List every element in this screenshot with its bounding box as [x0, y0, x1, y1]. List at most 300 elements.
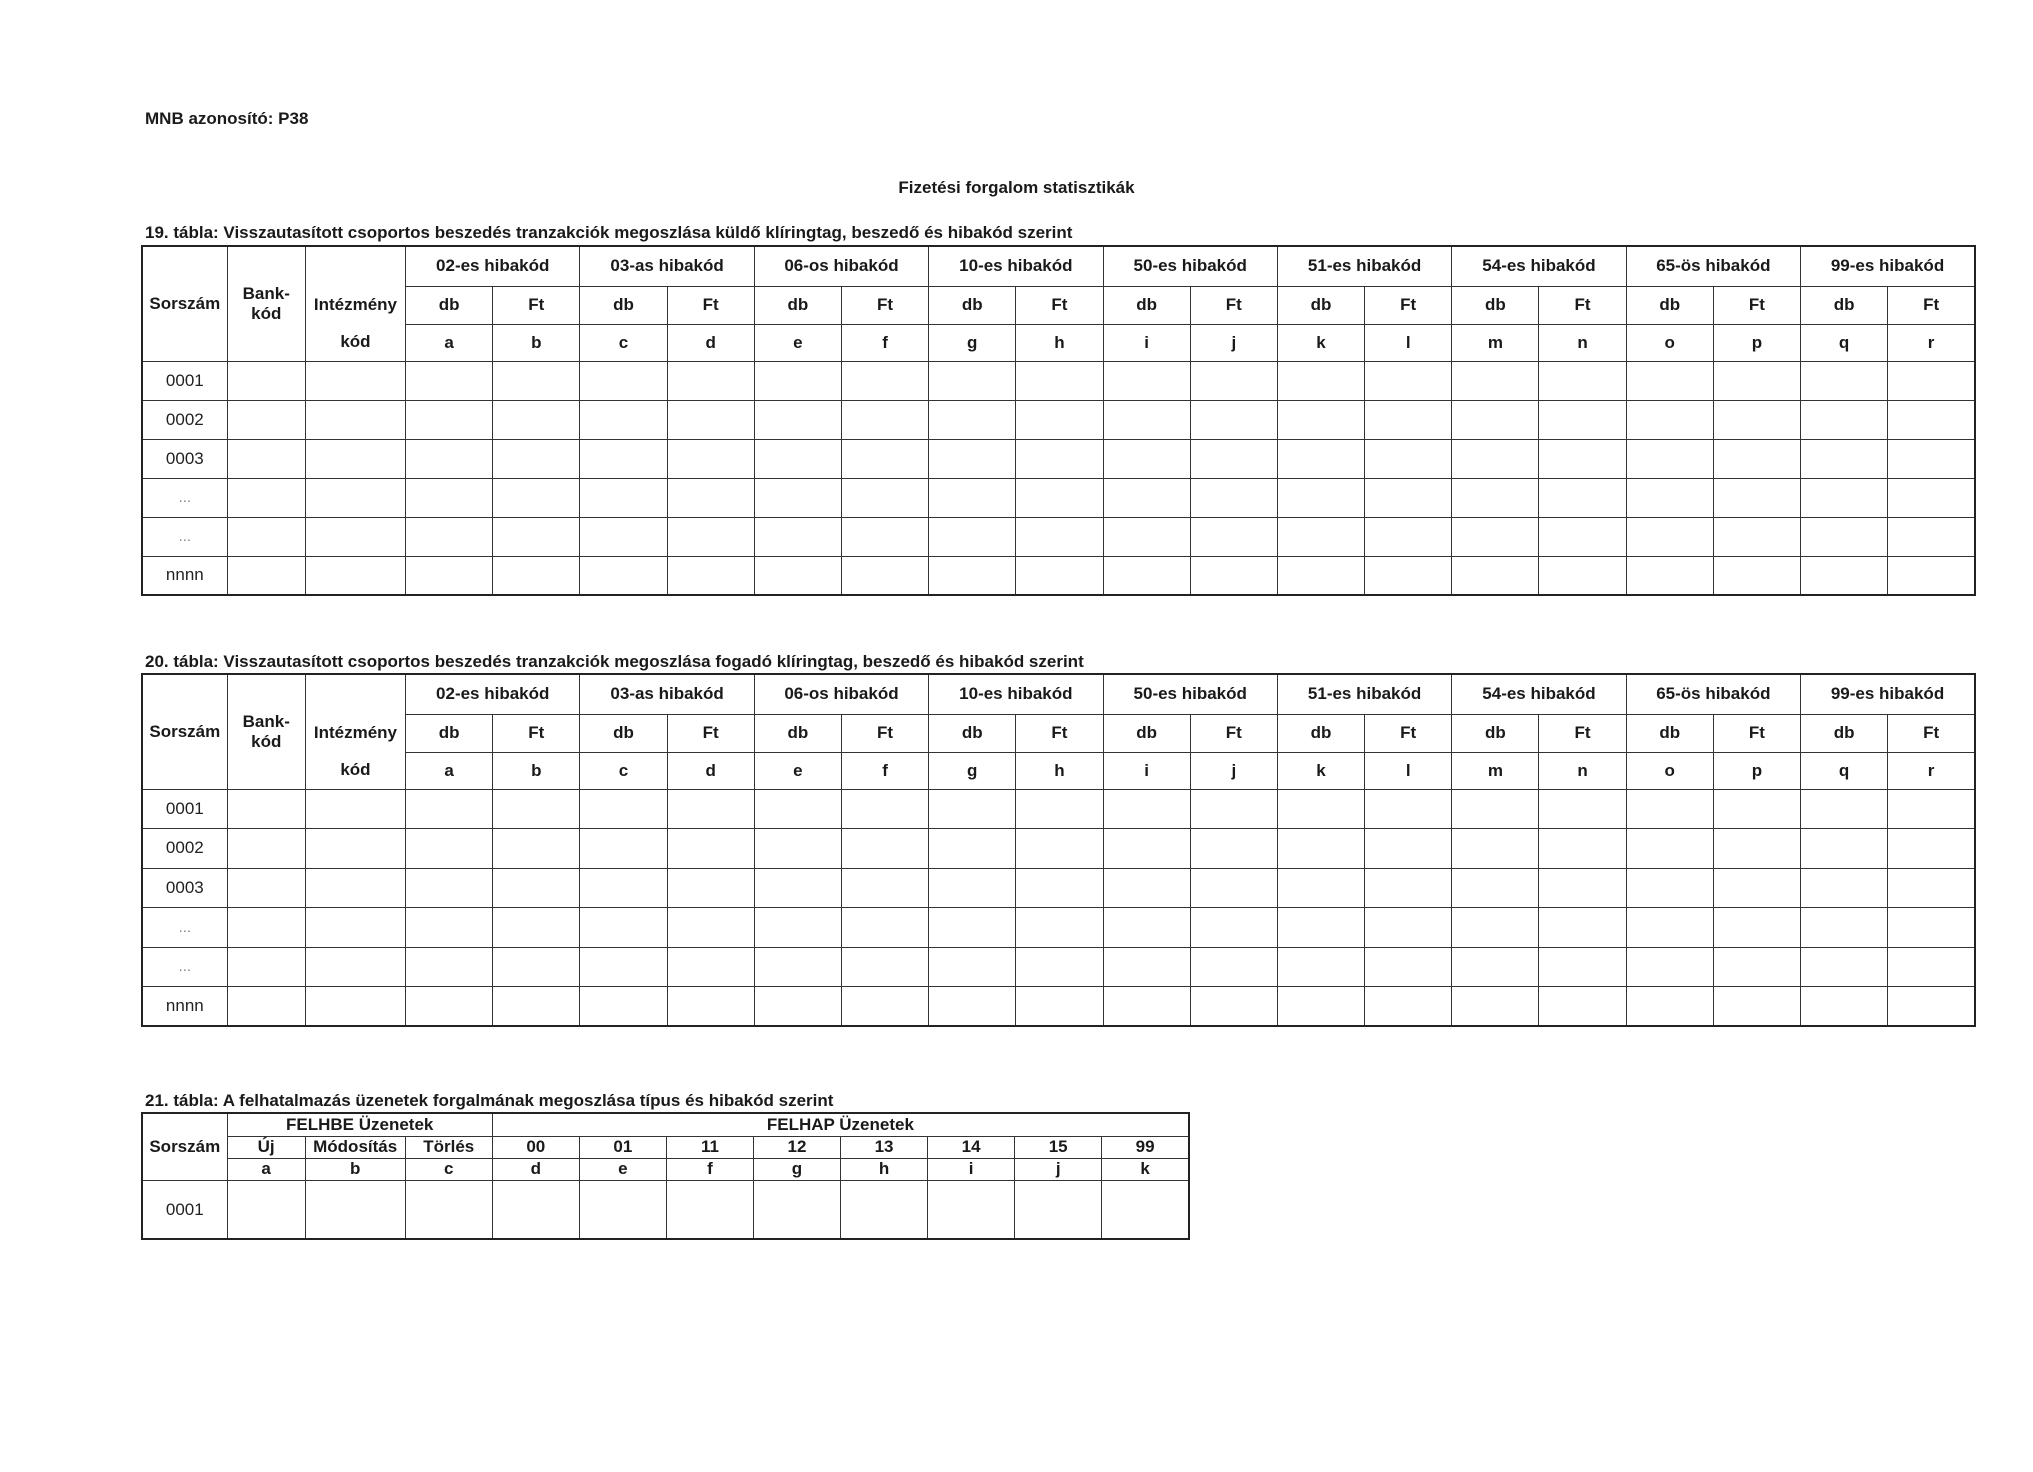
group-felhbe: FELHBE Üzenetek — [227, 1113, 492, 1136]
data-cell[interactable] — [841, 908, 928, 948]
data-cell[interactable] — [1277, 908, 1364, 948]
data-cell[interactable] — [1801, 987, 1888, 1027]
data-cell[interactable] — [1888, 400, 1975, 439]
data-cell[interactable] — [1626, 908, 1713, 948]
data-cell[interactable] — [1365, 868, 1452, 908]
data-cell[interactable] — [1190, 789, 1277, 829]
data-cell[interactable] — [1626, 439, 1713, 478]
data-cell[interactable] — [1713, 439, 1800, 478]
data-cell[interactable] — [1626, 361, 1713, 400]
subcol-header: db — [1277, 286, 1364, 324]
data-cell[interactable] — [493, 789, 580, 829]
column-letter: e — [754, 752, 841, 789]
data-cell[interactable] — [493, 400, 580, 439]
data-cell[interactable] — [493, 987, 580, 1027]
data-cell[interactable] — [1539, 556, 1626, 595]
row-number: ... — [142, 947, 227, 987]
data-cell[interactable] — [929, 987, 1016, 1027]
data-cell[interactable] — [580, 868, 667, 908]
data-cell[interactable] — [1452, 556, 1539, 595]
data-cell[interactable] — [1016, 908, 1103, 948]
data-cell[interactable] — [1888, 361, 1975, 400]
data-cell[interactable] — [305, 556, 405, 595]
subcol-header: db — [929, 286, 1016, 324]
data-cell[interactable] — [1190, 987, 1277, 1027]
data-cell[interactable] — [1365, 789, 1452, 829]
data-cell[interactable] — [667, 400, 754, 439]
data-cell[interactable] — [1190, 908, 1277, 948]
subcol-header: 13 — [841, 1136, 928, 1158]
data-cell[interactable] — [227, 908, 305, 948]
data-cell[interactable] — [1539, 829, 1626, 869]
data-cell[interactable] — [1365, 478, 1452, 517]
data-cell[interactable] — [580, 517, 667, 556]
data-cell[interactable] — [1713, 829, 1800, 869]
data-cell[interactable] — [1539, 908, 1626, 948]
data-cell[interactable] — [1277, 361, 1364, 400]
col-sorszam: Sorszám — [142, 246, 227, 361]
data-cell[interactable] — [1539, 987, 1626, 1027]
data-cell[interactable] — [1190, 361, 1277, 400]
data-cell[interactable] — [1365, 987, 1452, 1027]
data-cell[interactable] — [1015, 1181, 1102, 1239]
data-cell[interactable] — [1713, 947, 1800, 987]
data-cell[interactable] — [227, 987, 305, 1027]
group-header: 50-es hibakód — [1103, 674, 1277, 714]
data-cell[interactable] — [1016, 556, 1103, 595]
row-number: 0003 — [142, 439, 227, 478]
data-cell[interactable] — [1365, 361, 1452, 400]
data-cell[interactable] — [1626, 517, 1713, 556]
data-cell[interactable] — [841, 987, 928, 1027]
data-cell[interactable] — [929, 439, 1016, 478]
data-cell[interactable] — [1801, 556, 1888, 595]
data-cell[interactable] — [493, 517, 580, 556]
data-cell[interactable] — [929, 908, 1016, 948]
data-cell[interactable] — [305, 361, 405, 400]
data-cell[interactable] — [754, 361, 841, 400]
data-cell[interactable] — [1539, 439, 1626, 478]
data-cell[interactable] — [1888, 556, 1975, 595]
subheader-row — [142, 714, 1975, 752]
data-cell[interactable] — [493, 868, 580, 908]
data-cell[interactable] — [1801, 478, 1888, 517]
column-letter: g — [929, 752, 1016, 789]
group-header: 10-es hibakód — [929, 246, 1103, 286]
data-cell[interactable] — [1190, 400, 1277, 439]
data-cell[interactable] — [1277, 789, 1364, 829]
column-letter: q — [1801, 752, 1888, 789]
data-cell[interactable] — [1539, 789, 1626, 829]
data-cell[interactable] — [1713, 517, 1800, 556]
data-cell[interactable] — [406, 517, 493, 556]
data-cell[interactable] — [1016, 400, 1103, 439]
data-cell[interactable] — [754, 439, 841, 478]
subcol-header: db — [580, 714, 667, 752]
data-cell[interactable] — [580, 478, 667, 517]
data-cell[interactable] — [667, 829, 754, 869]
data-cell[interactable] — [1626, 556, 1713, 595]
data-cell[interactable] — [1452, 987, 1539, 1027]
data-cell[interactable] — [1103, 478, 1190, 517]
group-header: 99-es hibakód — [1801, 246, 1975, 286]
column-letter: k — [1102, 1158, 1189, 1180]
column-letter: o — [1626, 324, 1713, 361]
data-cell[interactable] — [1713, 478, 1800, 517]
header-row — [142, 1113, 1189, 1136]
data-cell[interactable] — [841, 361, 928, 400]
data-cell[interactable] — [1452, 361, 1539, 400]
column-letter: f — [841, 752, 928, 789]
data-cell[interactable] — [667, 789, 754, 829]
data-cell[interactable] — [1103, 987, 1190, 1027]
data-cell[interactable] — [667, 556, 754, 595]
data-cell[interactable] — [754, 908, 841, 948]
data-cell[interactable] — [1713, 556, 1800, 595]
data-cell[interactable] — [405, 1181, 492, 1239]
data-cell[interactable] — [227, 400, 305, 439]
data-cell[interactable] — [406, 478, 493, 517]
data-cell[interactable] — [754, 400, 841, 439]
data-cell[interactable] — [1016, 361, 1103, 400]
data-cell[interactable] — [929, 478, 1016, 517]
data-cell[interactable] — [406, 556, 493, 595]
data-cell[interactable] — [1888, 789, 1975, 829]
data-cell[interactable] — [580, 556, 667, 595]
subcol-header: db — [1452, 286, 1539, 324]
data-cell[interactable] — [1016, 947, 1103, 987]
data-cell[interactable] — [1103, 908, 1190, 948]
data-cell[interactable] — [305, 947, 405, 987]
column-letter: m — [1452, 324, 1539, 361]
data-cell[interactable] — [493, 947, 580, 987]
data-cell[interactable] — [1190, 829, 1277, 869]
data-cell[interactable] — [1103, 947, 1190, 987]
group-felhap: FELHAP Üzenetek — [492, 1113, 1189, 1136]
data-cell[interactable] — [667, 478, 754, 517]
data-cell[interactable] — [406, 400, 493, 439]
data-cell[interactable] — [305, 908, 405, 948]
col-intezmeny-kod: kód — [305, 752, 405, 789]
data-cell[interactable] — [1190, 478, 1277, 517]
data-cell[interactable] — [1103, 556, 1190, 595]
data-cell[interactable] — [1888, 517, 1975, 556]
data-cell[interactable] — [1190, 556, 1277, 595]
data-cell[interactable] — [841, 789, 928, 829]
data-cell[interactable] — [1365, 556, 1452, 595]
data-cell[interactable] — [580, 908, 667, 948]
data-cell[interactable] — [227, 361, 305, 400]
data-cell[interactable] — [1277, 517, 1364, 556]
data-cell[interactable] — [754, 478, 841, 517]
data-cell[interactable] — [406, 987, 493, 1027]
data-cell[interactable] — [841, 829, 928, 869]
data-cell[interactable] — [754, 868, 841, 908]
row-number: ... — [142, 478, 227, 517]
col-intezmeny-kod: kód — [305, 324, 405, 361]
column-letter: f — [841, 324, 928, 361]
data-cell[interactable] — [754, 829, 841, 869]
data-cell[interactable] — [1713, 868, 1800, 908]
data-cell[interactable] — [493, 908, 580, 948]
data-cell[interactable] — [305, 987, 405, 1027]
data-cell[interactable] — [406, 947, 493, 987]
data-cell[interactable] — [1452, 947, 1539, 987]
subcol-header: db — [1452, 714, 1539, 752]
data-cell[interactable] — [841, 478, 928, 517]
data-cell[interactable] — [1103, 829, 1190, 869]
data-cell[interactable] — [1016, 829, 1103, 869]
data-cell[interactable] — [1539, 478, 1626, 517]
data-cell[interactable] — [1801, 439, 1888, 478]
column-letter: j — [1015, 1158, 1102, 1180]
data-cell[interactable] — [1365, 947, 1452, 987]
data-cell[interactable] — [1452, 789, 1539, 829]
data-cell[interactable] — [1801, 868, 1888, 908]
data-cell[interactable] — [841, 439, 928, 478]
data-cell[interactable] — [1713, 987, 1800, 1027]
column-letter: l — [1365, 324, 1452, 361]
data-cell[interactable] — [493, 361, 580, 400]
subcol-header: db — [754, 286, 841, 324]
table-row — [142, 517, 1975, 556]
data-cell[interactable] — [493, 829, 580, 869]
row-number: 0003 — [142, 868, 227, 908]
data-cell[interactable] — [1626, 987, 1713, 1027]
data-cell[interactable] — [1016, 868, 1103, 908]
data-cell[interactable] — [929, 361, 1016, 400]
data-cell[interactable] — [667, 987, 754, 1027]
data-cell[interactable] — [1539, 361, 1626, 400]
data-cell[interactable] — [1016, 478, 1103, 517]
data-cell[interactable] — [1888, 908, 1975, 948]
data-cell[interactable] — [406, 439, 493, 478]
data-cell[interactable] — [1190, 868, 1277, 908]
data-cell[interactable] — [667, 439, 754, 478]
data-cell[interactable] — [753, 1181, 840, 1239]
data-cell[interactable] — [406, 908, 493, 948]
data-cell[interactable] — [1365, 439, 1452, 478]
subcol-header: Ft — [1365, 714, 1452, 752]
data-cell[interactable] — [305, 517, 405, 556]
data-cell[interactable] — [929, 400, 1016, 439]
data-cell[interactable] — [227, 1181, 305, 1239]
data-cell[interactable] — [1888, 947, 1975, 987]
data-cell[interactable] — [1103, 361, 1190, 400]
data-cell[interactable] — [1626, 478, 1713, 517]
data-cell[interactable] — [1801, 361, 1888, 400]
data-cell[interactable] — [1539, 868, 1626, 908]
data-cell[interactable] — [667, 517, 754, 556]
data-cell[interactable] — [754, 517, 841, 556]
column-letter: d — [492, 1158, 579, 1180]
data-cell[interactable] — [1626, 868, 1713, 908]
letter-row — [142, 324, 1975, 361]
data-cell[interactable] — [227, 556, 305, 595]
data-cell[interactable] — [305, 478, 405, 517]
data-cell[interactable] — [1626, 400, 1713, 439]
data-cell[interactable] — [667, 947, 754, 987]
data-cell[interactable] — [1888, 987, 1975, 1027]
data-cell[interactable] — [666, 1181, 753, 1239]
data-cell[interactable] — [1452, 478, 1539, 517]
subcol-header: Ft — [1016, 714, 1103, 752]
data-cell[interactable] — [1801, 789, 1888, 829]
data-cell[interactable] — [305, 868, 405, 908]
data-cell[interactable] — [929, 947, 1016, 987]
data-cell[interactable] — [1016, 987, 1103, 1027]
data-cell[interactable] — [929, 556, 1016, 595]
data-cell[interactable] — [841, 400, 928, 439]
data-cell[interactable] — [1190, 517, 1277, 556]
data-cell[interactable] — [1713, 908, 1800, 948]
data-cell[interactable] — [406, 829, 493, 869]
subcol-header: Ft — [1539, 286, 1626, 324]
data-cell[interactable] — [580, 947, 667, 987]
data-cell[interactable] — [1452, 439, 1539, 478]
data-cell[interactable] — [305, 1181, 405, 1239]
data-cell[interactable] — [1713, 400, 1800, 439]
data-cell[interactable] — [305, 439, 405, 478]
data-cell[interactable] — [1103, 400, 1190, 439]
data-cell[interactable] — [580, 987, 667, 1027]
data-cell[interactable] — [1365, 517, 1452, 556]
data-cell[interactable] — [754, 947, 841, 987]
data-cell[interactable] — [406, 361, 493, 400]
data-cell[interactable] — [305, 829, 405, 869]
data-cell[interactable] — [227, 517, 305, 556]
data-cell[interactable] — [841, 868, 928, 908]
data-cell[interactable] — [227, 478, 305, 517]
subcol-header: Módosítás — [305, 1136, 405, 1158]
column-letter: e — [754, 324, 841, 361]
data-cell[interactable] — [1801, 908, 1888, 948]
data-cell[interactable] — [406, 868, 493, 908]
data-cell[interactable] — [493, 556, 580, 595]
col-sorszam: Sorszám — [142, 1113, 227, 1181]
row-number: 0002 — [142, 829, 227, 869]
data-cell[interactable] — [754, 556, 841, 595]
data-cell[interactable] — [841, 947, 928, 987]
data-cell[interactable] — [1801, 947, 1888, 987]
data-cell[interactable] — [1277, 829, 1364, 869]
data-cell[interactable] — [227, 947, 305, 987]
row-number: ... — [142, 908, 227, 948]
data-cell[interactable] — [929, 517, 1016, 556]
data-cell[interactable] — [493, 478, 580, 517]
data-cell[interactable] — [1190, 947, 1277, 987]
data-cell[interactable] — [1801, 829, 1888, 869]
data-cell[interactable] — [1277, 478, 1364, 517]
subcol-header: db — [1277, 714, 1364, 752]
data-cell[interactable] — [1365, 908, 1452, 948]
data-cell[interactable] — [1539, 947, 1626, 987]
data-cell[interactable] — [667, 361, 754, 400]
data-cell[interactable] — [1452, 829, 1539, 869]
data-cell[interactable] — [929, 868, 1016, 908]
data-cell[interactable] — [1277, 439, 1364, 478]
data-cell[interactable] — [841, 517, 928, 556]
data-cell[interactable] — [667, 868, 754, 908]
data-cell[interactable] — [1888, 829, 1975, 869]
data-cell[interactable] — [1801, 400, 1888, 439]
data-cell[interactable] — [580, 400, 667, 439]
data-cell[interactable] — [1016, 517, 1103, 556]
subcol-header: Ft — [841, 714, 928, 752]
data-cell[interactable] — [1452, 517, 1539, 556]
data-cell[interactable] — [580, 789, 667, 829]
data-cell[interactable] — [227, 868, 305, 908]
table19 — [141, 245, 1976, 596]
data-cell[interactable] — [580, 439, 667, 478]
data-cell[interactable] — [227, 789, 305, 829]
data-cell[interactable] — [667, 908, 754, 948]
data-cell[interactable] — [1103, 868, 1190, 908]
data-cell[interactable] — [1365, 400, 1452, 439]
data-cell[interactable] — [580, 361, 667, 400]
data-cell[interactable] — [579, 1181, 666, 1239]
data-cell[interactable] — [1713, 789, 1800, 829]
data-cell[interactable] — [841, 1181, 928, 1239]
data-cell[interactable] — [580, 829, 667, 869]
column-letter: k — [1277, 752, 1364, 789]
data-cell[interactable] — [1801, 517, 1888, 556]
data-cell[interactable] — [1539, 400, 1626, 439]
data-cell[interactable] — [493, 439, 580, 478]
data-cell[interactable] — [1365, 829, 1452, 869]
data-cell[interactable] — [1713, 361, 1800, 400]
col-bankkod: Bank- kód — [227, 674, 305, 789]
data-cell[interactable] — [1103, 439, 1190, 478]
data-cell[interactable] — [929, 829, 1016, 869]
data-cell[interactable] — [1626, 789, 1713, 829]
data-cell[interactable] — [754, 987, 841, 1027]
data-cell[interactable] — [1277, 556, 1364, 595]
data-cell[interactable] — [1277, 947, 1364, 987]
table-row — [142, 947, 1975, 987]
data-cell[interactable] — [1452, 400, 1539, 439]
data-cell[interactable] — [1277, 400, 1364, 439]
data-cell[interactable] — [1103, 789, 1190, 829]
data-cell[interactable] — [1626, 829, 1713, 869]
data-cell[interactable] — [1452, 868, 1539, 908]
data-cell[interactable] — [227, 439, 305, 478]
data-cell[interactable] — [1888, 439, 1975, 478]
data-cell[interactable] — [928, 1181, 1015, 1239]
data-cell[interactable] — [227, 829, 305, 869]
data-cell[interactable] — [1626, 947, 1713, 987]
data-cell[interactable] — [754, 789, 841, 829]
data-cell[interactable] — [1016, 439, 1103, 478]
data-cell[interactable] — [841, 556, 928, 595]
data-cell[interactable] — [1277, 987, 1364, 1027]
data-cell[interactable] — [1103, 517, 1190, 556]
data-cell[interactable] — [305, 789, 405, 829]
data-cell[interactable] — [1102, 1181, 1189, 1239]
data-cell[interactable] — [1190, 439, 1277, 478]
data-cell[interactable] — [1452, 908, 1539, 948]
data-cell[interactable] — [406, 789, 493, 829]
data-cell[interactable] — [1888, 478, 1975, 517]
data-cell[interactable] — [1539, 517, 1626, 556]
data-cell[interactable] — [1277, 868, 1364, 908]
data-cell[interactable] — [305, 400, 405, 439]
data-cell[interactable] — [1888, 868, 1975, 908]
data-cell[interactable] — [492, 1181, 579, 1239]
data-cell[interactable] — [1016, 789, 1103, 829]
data-cell[interactable] — [929, 789, 1016, 829]
col-bankkod: Bank- kód — [227, 246, 305, 361]
